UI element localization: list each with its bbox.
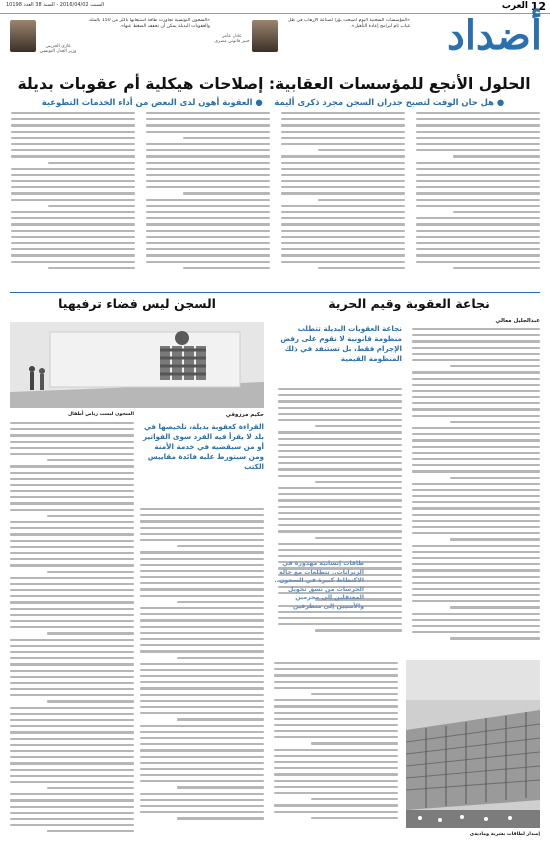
pull-quote-left: القراءة كعقوبة بديلة، تلخيصها في بلد لا يقرأ فيه الفرد سوى الفواتير أو من سيقضيه في خدمة الأمنة ومن سيتورط عليه فائدة مقاييس الكتب: [142, 422, 264, 471]
section-title: أضداد: [447, 12, 542, 59]
quote-1-role: خبير قانوني مصري: [214, 39, 250, 44]
quote-1-author: [214, 34, 250, 44]
subhead-2: العقوبة أهون لدى البعض من أداء الخدمات التطوعية: [41, 97, 253, 107]
quote-2-author: [38, 44, 78, 54]
avatar-quote-1: [252, 20, 278, 52]
issue-line: السبت 2016/04/02 - السنة 38 العدد 10198: [6, 2, 104, 8]
article-column: [416, 112, 540, 288]
quote-2-name: غازي الجريبي: [45, 44, 71, 49]
quote-2-role: وزير العدل التونسي: [39, 49, 77, 54]
bullet-icon: ●: [255, 97, 263, 107]
article-column: [10, 422, 134, 832]
prison-building-photo: [406, 660, 540, 828]
avatar-quote-2: [10, 20, 36, 52]
side-note: طاقات إنسانية مهدورة في الزنزانات.. تتطلعات مع حالة الاكتظاظ كبيرة في السجون.. الحرسات من نسق تحويل المعتقلين إلى مجرمين والأمنيين إلى متطرفين: [274, 560, 364, 610]
quote-1: [284, 18, 410, 62]
article-column: [412, 328, 540, 658]
opinion-right-title: نجاعة العقوبة وقيم الحرية: [328, 296, 490, 311]
photo-caption-left: السجون ليست رياض أطفال: [67, 412, 134, 417]
pull-quote-right: نجاعة العقوبات البديلة تتطلب منظومة قانونية لا تقوم على رفض الإجرام فقط، بل تستنفد في ذلك المنظومة القيمية: [280, 324, 402, 363]
main-headline: الحلول الأنجع للمؤسسات العقابية: إصلاحات هيكلية أم عقوبات بديلة: [17, 75, 531, 93]
article-column: [146, 112, 270, 288]
photo-caption-right: إصدار لطاقات بشرية وماديةى: [469, 832, 540, 837]
quote-1-text: «المؤسسات السجنية اليوم أصبحت بؤرا لصناعة الإرهاب في ظل غياب تام لبرامج إعادة التأهيل».: [287, 18, 410, 29]
author-right: عبدالجليل معالي: [495, 318, 540, 324]
article-column: [278, 388, 402, 658]
main-subhead: [10, 96, 536, 108]
quote-1-name: عادل عامر: [222, 34, 242, 39]
opinion-left-body: [10, 412, 264, 832]
opinion-left-title: السجن ليس فضاء ترفيهيا: [58, 296, 216, 311]
quote-2-text: «السجون التونسية تجاوزت طاقة استيعابها بأكثر من 150 بالمئة، والعقوبات البديلة يمكن أن تخفف الضغط عنها».: [88, 18, 210, 29]
page-number: 12: [530, 0, 546, 13]
quote-2: [80, 18, 210, 62]
author-left: حكيم مرزوقي: [225, 412, 264, 418]
newspaper-logo: العرب: [501, 1, 528, 11]
article-column: [140, 508, 264, 832]
bullet-icon: ●: [496, 97, 505, 107]
article-column: [11, 112, 135, 288]
subhead-1: هل حان الوقت لتصبح جدران السجن مجرد ذكرى أليمة: [274, 97, 494, 107]
section-divider: [10, 292, 540, 293]
article-column: [281, 112, 405, 288]
prison-yard-photo: [10, 322, 264, 408]
article-column: [274, 662, 398, 832]
prison-building-illustration: [406, 660, 540, 828]
prison-yard-illustration: [10, 322, 264, 408]
main-article-body: [10, 112, 540, 288]
